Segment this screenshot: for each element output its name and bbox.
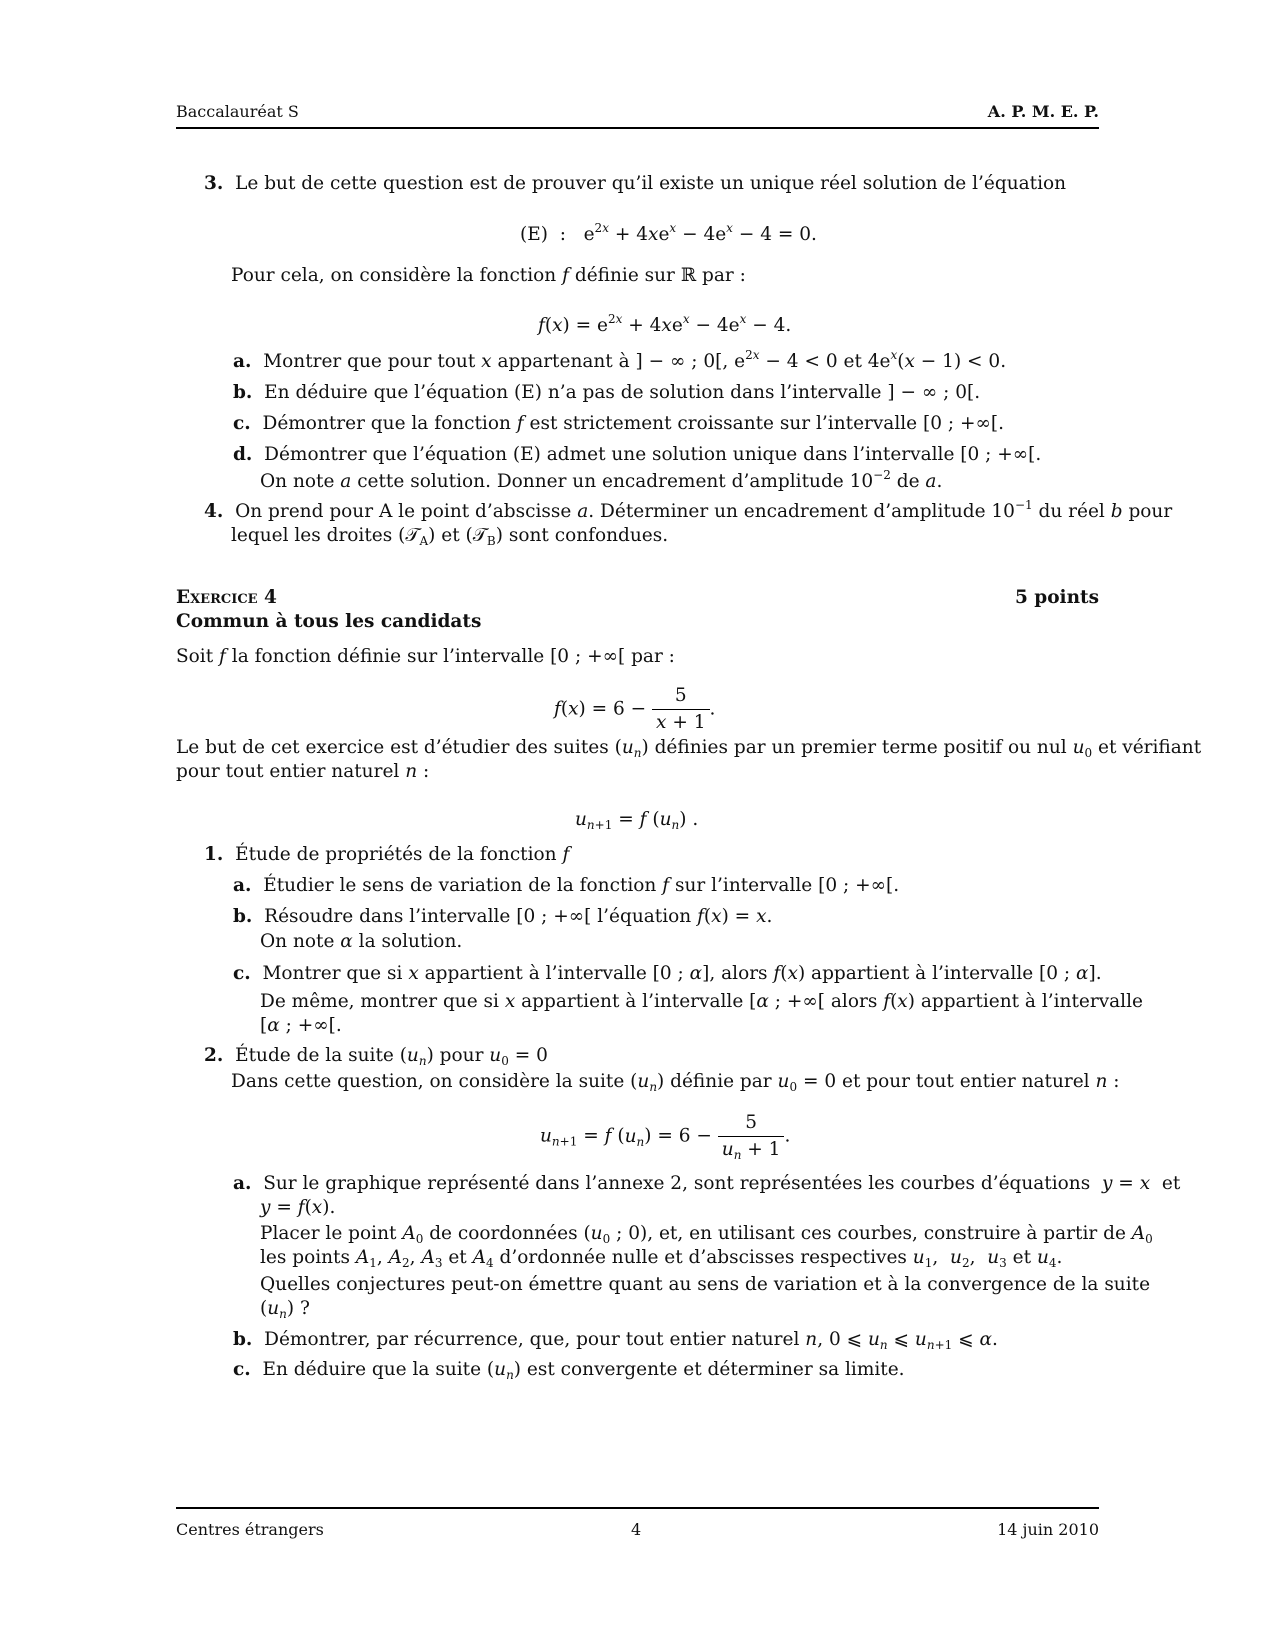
part1-title: 1. Étude de propriétés de la fonction f <box>204 844 570 865</box>
part2a-line4: les points $A_1$, $A_2$, $A_3$ et $A_4$ d’ordonnée nulle et d’abscisses respectives $u_1$, $u_2$, $u_3$ et $u_4$. <box>260 1247 1063 1270</box>
header-rule <box>176 127 1099 129</box>
part2b: b. Démontrer, par récurrence, que, pour tout entier naturel n, 0 ⩽ $u_n$ ⩽ $u_{n+1}$ ⩽ α. <box>233 1329 998 1352</box>
ex4-intro: Soit f la fonction définie sur l’intervalle [0 ; +∞[ par : <box>176 646 675 667</box>
part2a-line3: Placer le point $A_0$ de coordonnées ($u_0$ ; 0), et, en utilisant ces courbes, construire à partir de $A_0$ <box>260 1223 1153 1246</box>
page-number: 4 <box>631 1520 642 1539</box>
q3d: d. Démontrer que l’équation (E) admet une solution unique dans l’intervalle [0 ; +∞[. <box>233 444 1042 465</box>
q4-line2: lequel les droites (𝒯$_A$) et (𝒯$_B$) sont confondues. <box>231 525 669 548</box>
recurrence-relation: $u_{n+1} = f$ $(u_n)$ . <box>575 809 699 832</box>
part1c-line2: De même, montrer que si x appartient à l’intervalle [α ; +∞[ alors f(x) appartient à l’intervalle <box>260 991 1143 1012</box>
ex4-goal-line2: pour tout entier naturel n : <box>176 761 430 782</box>
exercise-title: Exercice 4 <box>176 587 277 608</box>
q4-line1: 4. On prend pour A le point d’abscisse a. Déterminer un encadrement d’amplitude $10^{-1}$ du réel b pour <box>204 498 1173 522</box>
part1b-note: On note α la solution. <box>260 931 463 952</box>
footer-right: 14 juin 2010 <box>997 1520 1099 1539</box>
header-right: A. P. M. E. P. <box>987 102 1099 121</box>
ex4-goal-line1: Le but de cet exercice est d’étudier des suites $(u_n)$ définies par un premier terme positif ou nul $u_0$ et vérifiant <box>176 737 1202 760</box>
part1c-line3: [α ; +∞[. <box>260 1015 342 1036</box>
q3a: a. Montrer que pour tout x appartenant à ] − ∞ ; 0[, $e^{2x} - 4 < 0$ et $4e^x(x - 1) < 0$. <box>233 348 1007 372</box>
part1a: a. Étudier le sens de variation de la fonction f sur l’intervalle [0 ; +∞[. <box>233 875 900 896</box>
footer-left: Centres étrangers <box>176 1520 324 1539</box>
equation-E: (E) : $e^{2x} + 4xe^x - 4e^x - 4 = 0$. <box>520 221 817 245</box>
part2a-line6: $(u_n)$ ? <box>260 1298 310 1321</box>
part2a-line2: y = f(x). <box>260 1197 336 1218</box>
q3-number: 3. <box>204 173 224 194</box>
q3d-note: On note a cette solution. Donner un encadrement d’amplitude $10^{-2}$ de a. <box>260 468 943 492</box>
q3-line <box>204 172 1066 196</box>
q3c: c. Démontrer que la fonction f est strictement croissante sur l’intervalle [0 ; +∞[. <box>233 413 1004 434</box>
equation-E-label: (E) <box>520 224 548 245</box>
header-left: Baccalauréat S <box>176 102 299 121</box>
exercise-subtitle: Commun à tous les candidats <box>176 611 482 632</box>
q3b: b. En déduire que l’équation (E) n’a pas de solution dans l’intervalle ] − ∞ ; 0[. <box>233 382 981 403</box>
page-header <box>176 102 1099 124</box>
function-f-definition: $f(x) = e^{2x} + 4xe^x - 4e^x - 4$. <box>538 312 792 336</box>
part2a-line1: a. Sur le graphique représenté dans l’annexe 2, sont représentées les courbes d’équations y = x et <box>233 1173 1181 1194</box>
q3-intro: Le but de cette question est de prouver qu’il existe un unique réel solution de l’équation <box>235 173 1067 194</box>
exercise-points: 5 points <box>1014 587 1099 608</box>
part2c: c. En déduire que la suite $(u_n)$ est convergente et déterminer sa limite. <box>233 1359 905 1382</box>
ex4-function: f(x) = 6 − $\frac{5}{x + 1}$ . <box>554 685 716 733</box>
part2-intro: Dans cette question, on considère la suite $(u_n)$ définie par $u_0 = 0$ et pour tout entier naturel n : <box>231 1071 1120 1094</box>
part1c: c. Montrer que si x appartient à l’intervalle [0 ; α], alors f(x) appartient à l’intervalle [0 ; α]. <box>233 963 1102 984</box>
q3-consider: Pour cela, on considère la fonction f définie sur ℝ par : <box>231 265 746 286</box>
part2a-line5: Quelles conjectures peut-on émettre quant au sens de variation et à la convergence de la suite <box>260 1274 1151 1295</box>
part2-recurrence: $u_{n+1} = f$ $(u_n) = 6$ − $\frac{5}{u_n + 1}$ . <box>540 1112 791 1162</box>
part1b: b. Résoudre dans l’intervalle [0 ; +∞[ l’équation f(x) = x. <box>233 906 773 927</box>
part2-title: 2. Étude de la suite $(u_n)$ pour $u_0 = 0$ <box>204 1045 548 1068</box>
footer-rule <box>176 1507 1099 1509</box>
